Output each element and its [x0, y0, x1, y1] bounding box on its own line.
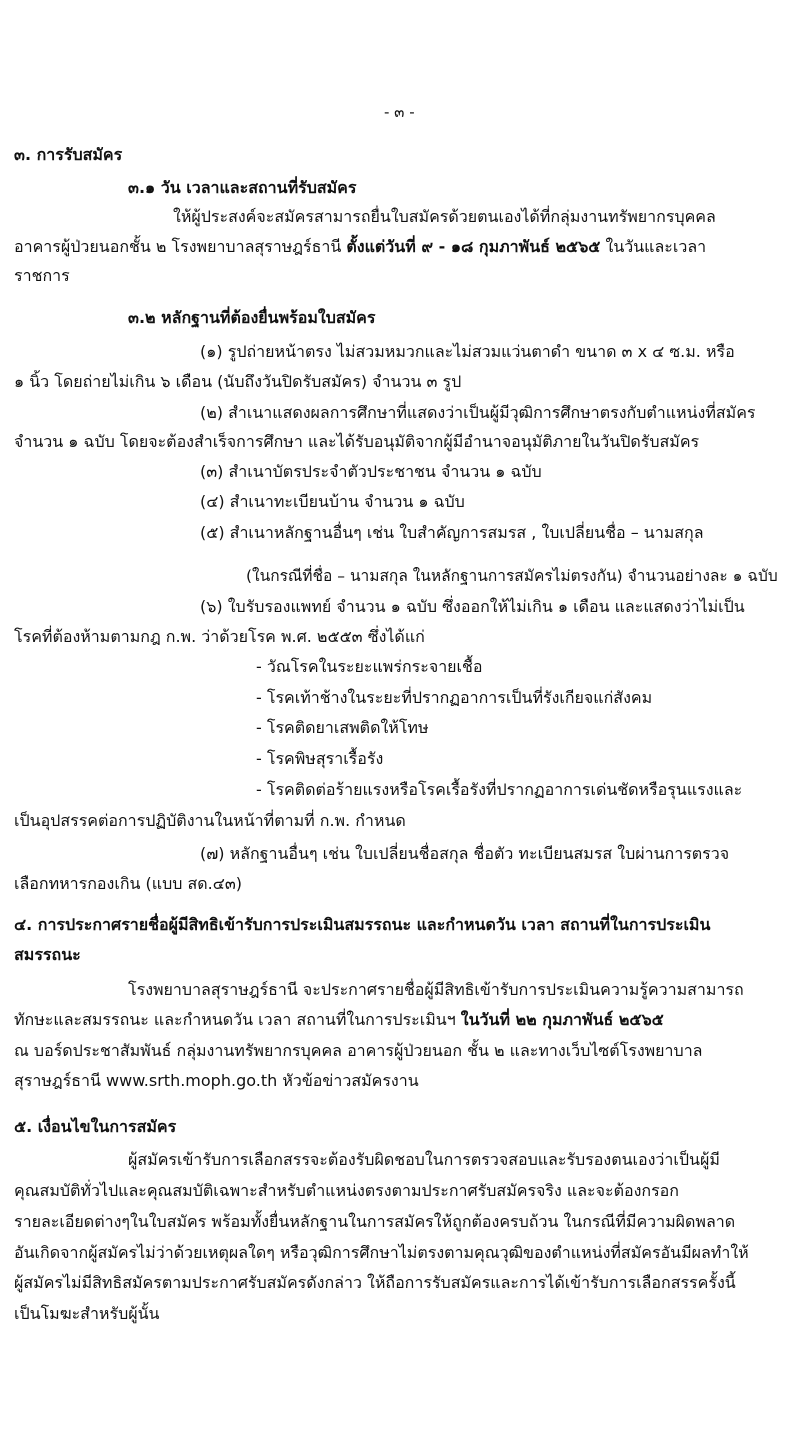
item-1-line: ๑ นิ้ว โดยถ่ายไม่เกิน ๖ เดือน (นับถึงวันปิดรับสมัคร) จำนวน ๓ รูป — [14, 372, 462, 391]
section-5-paragraph-line: เป็นโมฆะสำหรับผู้นั้น — [14, 1304, 160, 1323]
disease-5-line: - โรคติดต่อร้ายแรงหรือโรคเรื้อรังที่ปรากฏอาการเด่นชัดหรือรุนแรงและ — [256, 780, 743, 799]
section-3-1-paragraph-line: ราชการ — [14, 266, 70, 285]
website-url: www.srth.moph.go.th — [106, 1071, 278, 1090]
page-number: - ๓ - — [384, 103, 415, 121]
item-7-line: เลือกทหารกองเกิน (แบบ สด.๔๓) — [14, 874, 243, 893]
text: ในวันและเวลา — [605, 237, 707, 256]
section-4-paragraph-line — [14, 1071, 419, 1091]
disease-3: - โรคติดยาเสพติดให้โทษ — [256, 718, 429, 737]
section-5-paragraph-line: คุณสมบัติทั่วไปและคุณสมบัติเฉพาะสำหรับตำแหน่งตรงตามประกาศรับสมัครจริง และจะต้องกรอก — [14, 1181, 679, 1200]
application-dates: ตั้งแต่วันที่ ๙ - ๑๘ กุมภาพันธ์ ๒๕๖๕ — [346, 237, 601, 256]
item-7-line: (๗) หลักฐานอื่นๆ เช่น ใบเปลี่ยนชื่อสกุล ชื่อตัว ทะเบียนสมรส ใบผ่านการตรวจ — [200, 844, 730, 863]
section-3-1-paragraph-line — [173, 207, 787, 227]
text: ให้ผู้ประสงค์จะสมัครสามารถยื่นใบสมัครด้วยตนเองได้ที่กลุ่มงานทรัพยากรบุคคล — [173, 207, 716, 226]
section-4-heading: สมรรถนะ — [14, 945, 81, 964]
disease-5-line: เป็นอุปสรรคต่อการปฏิบัติงานในหน้าที่ตามที่ ก.พ. กำหนด — [14, 811, 406, 830]
text: อาคารผู้ป่วยนอกชั้น ๒ โรงพยาบาลสุราษฎร์ธานี — [14, 237, 342, 256]
item-1-line: (๑) รูปถ่ายหน้าตรง ไม่สวมหมวกและไม่สวมแว่นตาดำ ขนาด ๓ x ๔ ซ.ม. หรือ — [200, 342, 735, 361]
section-5-heading: ๕. เงื่อนไขในการสมัคร — [14, 1117, 177, 1136]
text: ทักษะและสมรรถนะ และกำหนดวัน เวลา สถานที่ในการประเมินฯ — [14, 1010, 456, 1029]
section-5-paragraph-line: รายละเอียดต่างๆในใบสมัคร พร้อมทั้งยื่นหลักฐานในการสมัครให้ถูกต้องครบถ้วน ในกรณีที่มีความผิดพลาด — [14, 1212, 736, 1231]
disease-2: - โรคเท้าช้างในระยะที่ปรากฏอาการเป็นที่รังเกียจแก่สังคม — [256, 688, 653, 707]
disease-4: - โรคพิษสุราเรื้อรัง — [256, 749, 384, 768]
section-5-paragraph-line: ผู้สมัครเข้ารับการเลือกสรรจะต้องรับผิดชอบในการตรวจสอบและรับรองตนเองว่าเป็นผู้มี — [128, 1150, 720, 1169]
text: หัวข้อข่าวสมัครงาน — [282, 1071, 419, 1090]
item-6-line: โรคที่ต้องห้ามตามกฎ ก.พ. ว่าด้วยโรค พ.ศ. ๒๕๕๓ ซึ่งได้แก่ — [14, 627, 425, 646]
item-5-line: (ในกรณีที่ชื่อ – นามสกุล ในหลักฐานการสมัครไม่ตรงกัน) จำนวนอย่างละ ๑ ฉบับ — [246, 567, 778, 585]
section-3-2-heading: ๓.๒ หลักฐานที่ต้องยื่นพร้อมใบสมัคร — [128, 308, 376, 327]
item-6-line: (๖) ใบรับรองแพทย์ จำนวน ๑ ฉบับ ซึ่งออกให้ไม่เกิน ๑ เดือน และแสดงว่าไม่เป็น — [200, 597, 745, 616]
section-5-paragraph-line: ผู้สมัครไม่มีสิทธิสมัครตามประกาศรับสมัครดังกล่าว ให้ถือการรับสมัครและการได้เข้ารับการเลือกสรรครั้งนี้ — [14, 1273, 736, 1292]
item-2-line: จำนวน ๑ ฉบับ โดยจะต้องสำเร็จการศึกษา และได้รับอนุมัติจากผู้มีอำนาจอนุมัติภายในวันปิดรับสมัคร — [14, 432, 700, 451]
section-4-paragraph-line: โรงพยาบาลสุราษฎร์ธานี จะประกาศรายชื่อผู้มีสิทธิเข้ารับการประเมินความรู้ความสามารถ — [128, 980, 744, 999]
item-4: (๔) สำเนาทะเบียนบ้าน จำนวน ๑ ฉบับ — [200, 492, 465, 511]
text: สุราษฎร์ธานี — [14, 1071, 101, 1090]
item-3: (๓) สำเนาบัตรประจำตัวประชาชน จำนวน ๑ ฉบับ — [200, 462, 542, 481]
section-5-paragraph-line: อันเกิดจากผู้สมัครไม่ว่าด้วยเหตุผลใดๆ หรือวุฒิการศึกษาไม่ตรงตามคุณวุฒิของตำแหน่งที่สมัครอันมีผลทำให้ — [14, 1243, 749, 1262]
item-2-line: (๒) สำเนาแสดงผลการศึกษาที่แสดงว่าเป็นผู้มีวุฒิการศึกษาตรงกับตำแหน่งที่สมัคร — [200, 403, 756, 422]
section-4-heading: ๔. การประกาศรายชื่อผู้มีสิทธิเข้ารับการประเมินสมรรถนะ และกำหนดวัน เวลา สถานที่ในการประเมิน — [14, 915, 711, 934]
section-3-1-paragraph-line — [14, 237, 787, 257]
section-4-paragraph-line — [14, 1010, 664, 1030]
announcement-date: ในวันที่ ๒๒ กุมภาพันธ์ ๒๕๖๕ — [460, 1010, 664, 1029]
section-3-heading: ๓. การรับสมัคร — [14, 145, 123, 164]
section-3-1-heading: ๓.๑ วัน เวลาและสถานที่รับสมัคร — [128, 178, 357, 197]
section-4-paragraph-line: ณ บอร์ดประชาสัมพันธ์ กลุ่มงานทรัพยากรบุคคล อาคารผู้ป่วยนอก ชั้น ๒ และทางเว็บไซต์โรงพยาบาล — [14, 1041, 703, 1060]
item-5-line: (๕) สำเนาหลักฐานอื่นๆ เช่น ใบสำคัญการสมรส , ใบเปลี่ยนชื่อ – นามสกุล — [200, 523, 704, 542]
disease-1: - วัณโรคในระยะแพร่กระจายเชื้อ — [256, 657, 483, 676]
